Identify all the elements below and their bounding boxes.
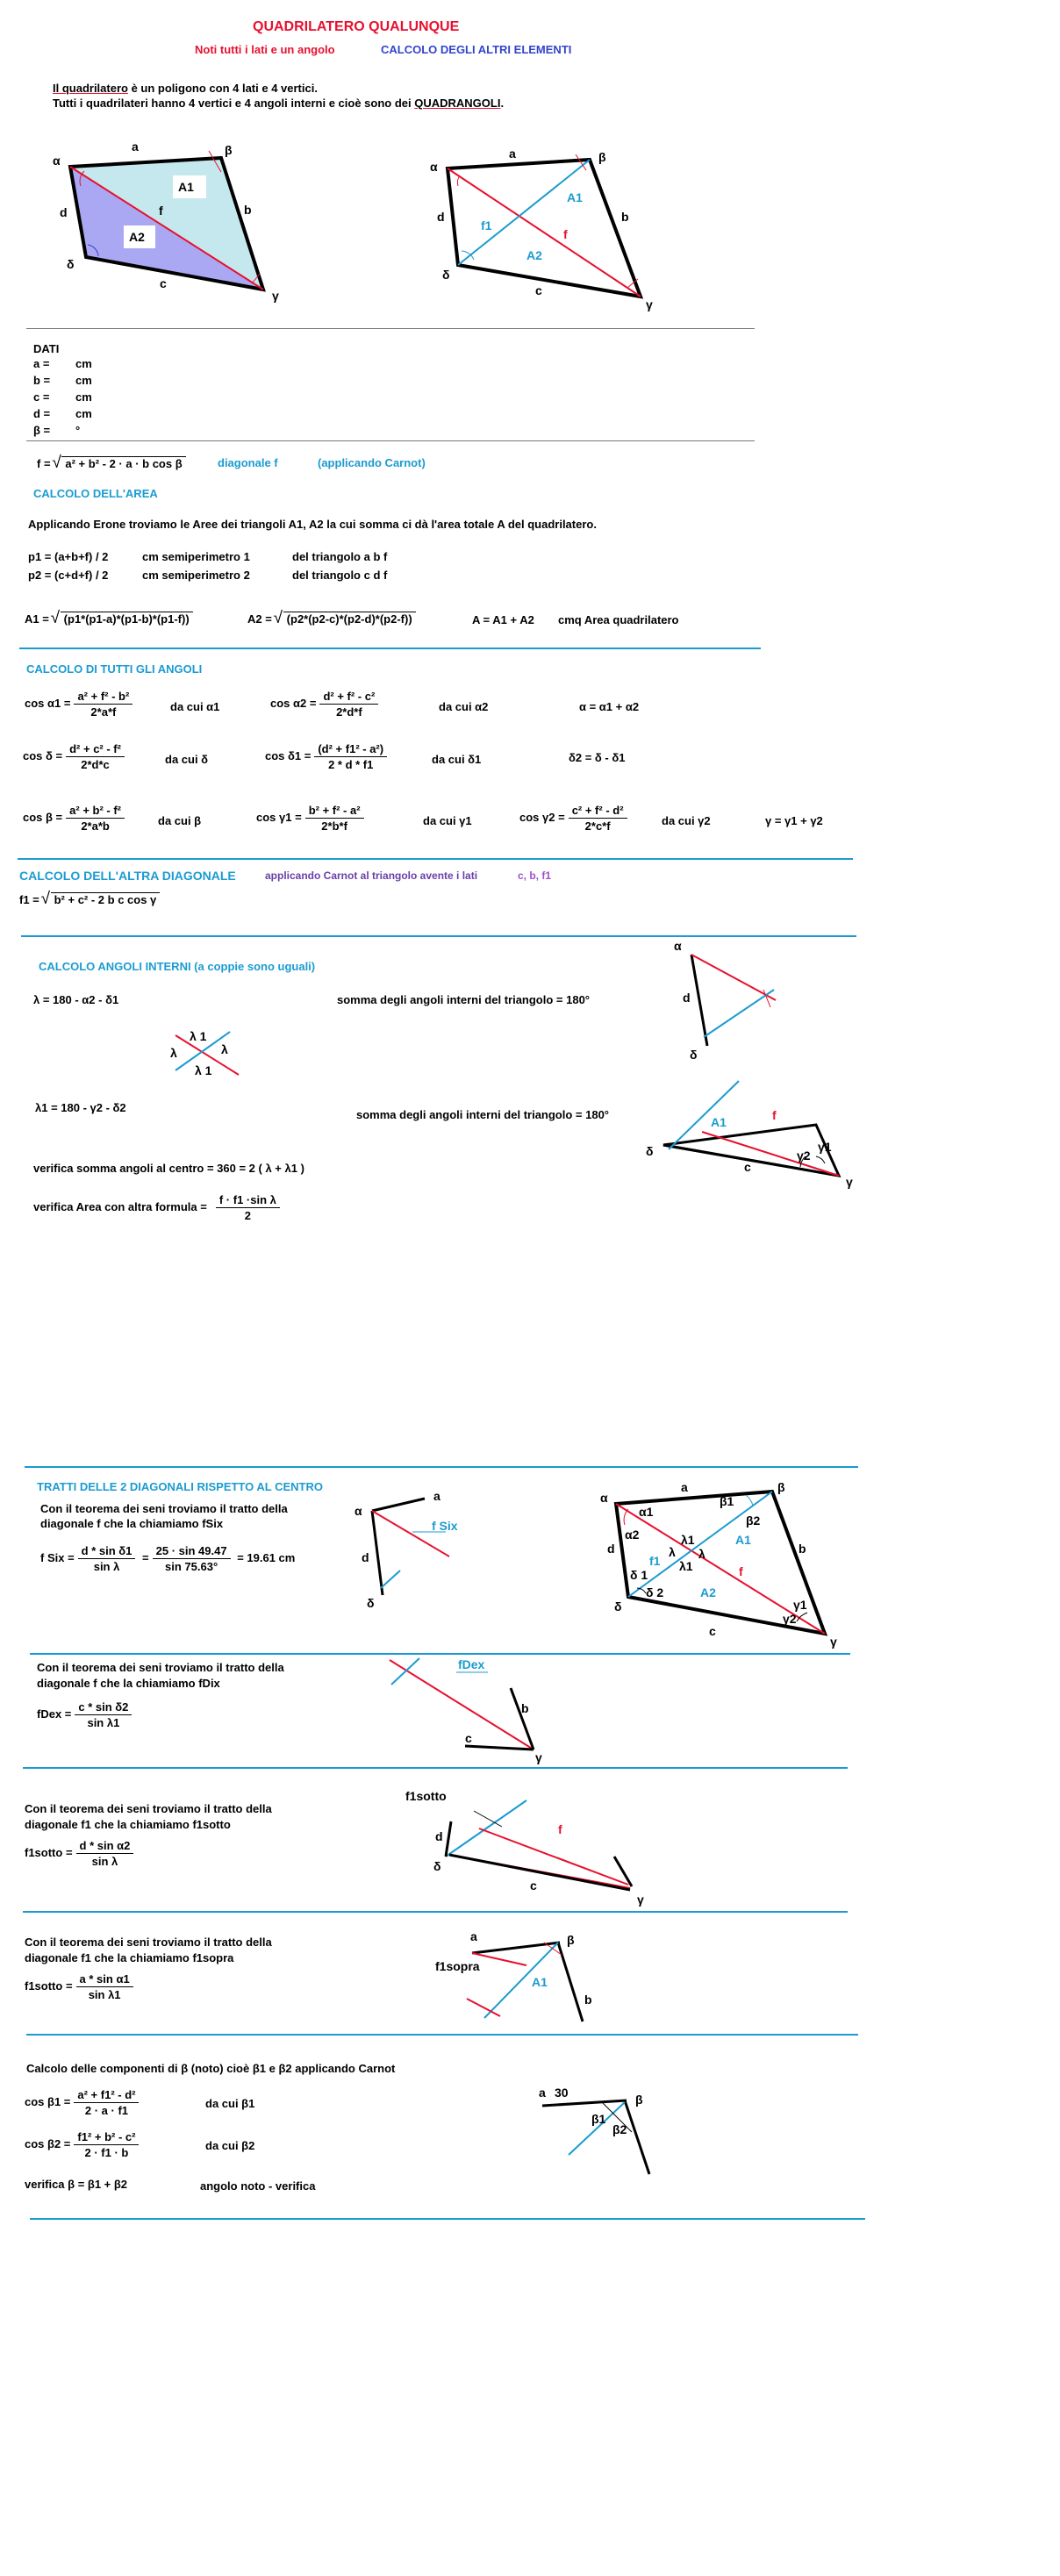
p2-formula: p2 = (c+d+f) / 2	[28, 569, 109, 582]
fig3-delta1: δ 1	[630, 1568, 648, 1582]
section-divider	[19, 648, 761, 649]
vertex-gamma: γ	[272, 289, 279, 303]
cross-lambda-right: λ	[221, 1042, 228, 1056]
section-divider	[21, 935, 856, 937]
tri2-gamma2: γ2	[797, 1148, 811, 1163]
fdex-fig-c: c	[465, 1731, 472, 1745]
dati-row-beta: β =	[33, 424, 51, 437]
delta2-eq: δ2 = δ - δ1	[569, 751, 626, 764]
fig3-a: a	[681, 1480, 688, 1494]
tri2-gamma: γ	[846, 1175, 853, 1189]
fig3-b: b	[799, 1542, 806, 1556]
f1sotto-fig-d: d	[435, 1829, 443, 1843]
dati-row-d: d =	[33, 407, 51, 420]
fig2-beta: β	[598, 150, 606, 164]
beta-fig-beta1: β1	[591, 2112, 606, 2126]
diagonal-f: f	[159, 204, 163, 218]
beta1-result: da cui β1	[205, 2097, 255, 2110]
dati-unit-a: cm	[75, 357, 92, 370]
divider	[26, 328, 755, 329]
fsix-figure	[351, 1483, 483, 1614]
gamma2-result: da cui γ2	[662, 814, 711, 827]
page-title: QUADRILATERO QUALUNQUE	[253, 19, 460, 34]
fig3-delta2: δ 2	[646, 1585, 664, 1599]
fdex-fig-b: b	[521, 1701, 529, 1715]
f1sotto-figure	[405, 1781, 658, 1908]
fdex-fig-label: fDex	[458, 1657, 485, 1671]
cross-lambda1-top: λ 1	[190, 1029, 207, 1043]
fig3-lambda-l: λ	[669, 1545, 676, 1559]
intro-line-1: Il quadrilatero è un poligono con 4 lati e 4 vertici.	[53, 82, 318, 95]
tri2-f: f	[772, 1108, 777, 1122]
f1sotto-text-2: diagonale f1 che la chiamiamo f1sotto	[25, 1818, 231, 1831]
p1-formula: p1 = (a+b+f) / 2	[28, 550, 109, 563]
cos-beta: cos β = $\frac{\text{a² + b² - f²}}{2*a*b}$	[23, 804, 128, 833]
area-intro: Applicando Erone troviamo le Aree dei triangoli A1, A2 la cui somma ci dà l'area totale A del quadrilatero.	[28, 518, 597, 531]
fig3-c: c	[709, 1624, 716, 1638]
verifica-sum: verifica somma angoli al centro = 360 = 2 ( λ + λ1 )	[33, 1162, 304, 1175]
cos-gamma1: cos γ1 = $\frac{\text{b² + f² - a²}}{2*b*f}$	[256, 804, 368, 833]
side-b: b	[244, 203, 252, 217]
f1sotto-fig-delta: δ	[433, 1859, 441, 1873]
f1sopra-fig-a1: A1	[532, 1975, 548, 1989]
tri2-c: c	[744, 1160, 751, 1174]
diagonal-f-label: diagonale f	[218, 456, 278, 469]
fig2-a1: A1	[567, 190, 583, 204]
dati-unit-d: cm	[75, 407, 92, 420]
fig3-lambda-r: λ	[698, 1547, 705, 1561]
side-c: c	[160, 276, 167, 290]
fig2-alpha: α	[430, 160, 438, 174]
f1-formula: f1 = √ b² + c² - 2 b c cos γ	[19, 892, 160, 906]
alpha-sum: α = α1 + α2	[579, 700, 640, 713]
fdex-formula: fDex = $\frac{\text{c * sin δ2}}{\text{sin λ1}}$	[37, 1700, 135, 1729]
fdex-fig-gamma: γ	[535, 1750, 542, 1764]
carnot-f-formula: f = √ a² + b² - 2 · a · b cos β	[37, 456, 186, 470]
a2-formula: A2 = √ (p2*(p2-c)*(p2-d)*(p2-f))	[247, 612, 416, 626]
fig3-alpha2: α2	[625, 1528, 640, 1542]
a1-formula: A1 = √ (p1*(p1-a)*(p1-b)*(p1-f))	[25, 612, 193, 626]
dati-unit-c: cm	[75, 390, 92, 404]
cos-beta1: cos β1 = $\frac{\text{a² + f1² - d²}}{2 \cdot a \cdot f1}$	[25, 2088, 142, 2117]
area-a1-label: A1	[178, 180, 194, 194]
tri2-a1: A1	[711, 1115, 727, 1129]
beta-fig-beta: β	[635, 2093, 643, 2107]
fig3-beta1: β1	[720, 1494, 734, 1508]
fsix-fig-alpha: α	[355, 1504, 362, 1518]
triangle-delta-gamma-figure	[641, 1075, 869, 1193]
subtitle-known: Noti tutti i lati e un angolo	[195, 43, 335, 56]
dati-title: DATI	[33, 342, 60, 355]
other-diagonal-note: applicando Carnot al triangolo avente i lati	[265, 869, 478, 882]
other-diagonal-title: CALCOLO DELL'ALTRA DIAGONALE	[19, 869, 236, 883]
verifica-area: verifica Area con altra formula = $\frac{\text{f · f1 ·sin λ}}{2}$	[33, 1193, 283, 1222]
f1sopra-formula: f1sotto = $\frac{\text{a * sin α1}}{\text{sin λ1}}$	[25, 1972, 137, 2001]
cos-alpha2: cos α2 = $\frac{\text{d² + f² - c²}}{2*d*f}$	[270, 690, 382, 719]
gamma1-result: da cui γ1	[423, 814, 472, 827]
f1sopra-fig-a: a	[470, 1929, 477, 1943]
section-divider	[18, 858, 853, 860]
subtitle-calc: CALCOLO DEGLI ALTRI ELEMENTI	[381, 43, 572, 56]
p1-triangle: del triangolo a b f	[292, 550, 388, 563]
triangle-alpha-d-figure	[667, 939, 790, 1062]
a-total: A = A1 + A2	[472, 613, 534, 626]
segments-title: TRATTI DELLE 2 DIAGONALI RISPETTO AL CENTRO	[37, 1480, 323, 1493]
beta-components-figure	[526, 2079, 658, 2176]
fsix-fig-d: d	[362, 1550, 369, 1564]
delta1-result: da cui δ1	[432, 753, 482, 766]
p2-triangle: del triangolo c d f	[292, 569, 388, 582]
vertex-alpha: α	[53, 154, 61, 168]
fig3-gamma1: γ1	[793, 1598, 807, 1612]
beta2-result: da cui β2	[205, 2139, 255, 2152]
fig3-a2: A2	[700, 1585, 716, 1599]
fig3-f: f	[739, 1564, 743, 1578]
f1sotto-fig-c: c	[530, 1878, 537, 1893]
f1sopra-figure	[421, 1921, 623, 2031]
cos-alpha1: cos α1 = $\frac{\text{a² + f² - b²}}{2*a*f}$	[25, 690, 136, 719]
fig2-a: a	[509, 147, 516, 161]
fig3-gamma: γ	[830, 1635, 837, 1649]
alpha1-result: da cui α1	[170, 700, 220, 713]
beta-result: da cui β	[158, 814, 202, 827]
cross-lambda-left: λ	[170, 1046, 177, 1060]
fig2-f1: f1	[481, 218, 492, 233]
fdex-text-2: diagonale f che la chiamiamo fDix	[37, 1677, 220, 1690]
f1sopra-text-1: Con il teorema dei seni troviamo il tratto della	[25, 1936, 272, 1949]
lambda1-sum-note: somma degli angoli interni del triangolo = 180°	[356, 1108, 610, 1121]
fsix-formula: f Six = $\frac{\text{d * sin δ1}}{\text{sin λ}}$ = $\frac{25 \cdot \sin 49.47}{\sin 75.63^\circ}$ = 19.61 cm	[40, 1544, 296, 1573]
tri2-delta: δ	[646, 1144, 654, 1158]
cross-lambda1-bottom: λ 1	[195, 1063, 212, 1077]
fig3-delta: δ	[614, 1599, 622, 1614]
carnot-note: (applicando Carnot)	[318, 456, 426, 469]
fig2-b: b	[621, 210, 629, 224]
alpha2-result: da cui α2	[439, 700, 489, 713]
area-title: CALCOLO DELL'AREA	[33, 487, 158, 500]
fsix-text-2: diagonale f che la chiamiamo fSix	[40, 1517, 224, 1530]
fsix-fig-a: a	[433, 1489, 440, 1503]
fig2-a2: A2	[526, 248, 542, 262]
lambda1-eq: λ1 = 180 - γ2 - δ2	[35, 1101, 126, 1114]
f1sopra-text-2: diagonale f1 che la chiamiamo f1sopra	[25, 1951, 234, 1964]
fig3-beta: β	[777, 1480, 785, 1494]
fig3-gamma2: γ2	[783, 1612, 797, 1626]
f1sopra-fig-label: f1sopra	[435, 1959, 480, 1973]
section-divider	[23, 1911, 848, 1913]
fsix-fig-label: f Six	[432, 1519, 458, 1533]
fig3-a1: A1	[735, 1533, 751, 1547]
fig2-gamma: γ	[646, 297, 653, 311]
dati-unit-b: cm	[75, 374, 92, 387]
fig3-alpha: α	[600, 1491, 608, 1505]
verifica-beta-note: angolo noto - verifica	[200, 2179, 316, 2193]
angles-title: CALCOLO DI TUTTI GLI ANGOLI	[26, 662, 203, 676]
section-divider	[26, 2034, 858, 2036]
vertex-beta: β	[225, 143, 233, 157]
fig3-f1: f1	[649, 1554, 661, 1568]
section-divider	[30, 2218, 865, 2220]
beta-fig-a: a	[539, 2086, 546, 2100]
fig2-c: c	[535, 283, 542, 297]
tri1-delta: δ	[690, 1048, 698, 1062]
fig3-beta2: β2	[746, 1513, 761, 1528]
quadrilateral-area-figure	[44, 132, 307, 307]
f1sopra-fig-beta: β	[567, 1933, 575, 1947]
intro-line-2: Tutti i quadrilateri hanno 4 vertici e 4 angoli interni e cioè sono dei QUADRANGOLI.	[53, 97, 505, 110]
side-d: d	[60, 205, 68, 219]
section-divider	[23, 1767, 848, 1769]
p2-unit: cm semiperimetro 2	[142, 569, 250, 582]
dati-row-c: c =	[33, 390, 50, 404]
tri1-d: d	[683, 991, 691, 1005]
side-a: a	[132, 140, 139, 154]
quadrilateral-diagonals-figure	[421, 140, 667, 316]
dati-row-b: b =	[33, 374, 51, 387]
fig3-d: d	[607, 1542, 615, 1556]
f1sotto-fig-gamma: γ	[637, 1893, 644, 1907]
lambda-cross-figure	[167, 1018, 254, 1079]
cos-delta: cos δ = $\frac{\text{d² + c² - f²}}{2*d*c}$	[23, 742, 128, 771]
internal-title: CALCOLO ANGOLI INTERNI (a coppie sono uguali)	[39, 960, 316, 973]
full-diagonals-figure	[597, 1461, 860, 1649]
delta-result: da cui δ	[165, 753, 209, 766]
beta-fig-30: 30	[555, 2086, 569, 2100]
fig3-lambda1a: λ1	[681, 1533, 695, 1547]
f1sotto-fig-label: f1sotto	[405, 1789, 447, 1803]
a-total-unit: cmq Area quadrilatero	[558, 613, 679, 626]
tri1-alpha: α	[674, 939, 682, 953]
fig2-d: d	[437, 210, 445, 224]
p1-unit: cm semiperimetro 1	[142, 550, 250, 563]
area-a2-label: A2	[129, 230, 145, 244]
verifica-beta: verifica β = β1 + β2	[25, 2178, 128, 2191]
f1sotto-formula: f1sotto = $\frac{\text{d * sin α2}}{\text{sin λ}}$	[25, 1839, 137, 1868]
f1sopra-fig-b: b	[584, 1993, 592, 2007]
gamma-sum: γ = γ1 + γ2	[765, 814, 823, 827]
cos-delta1: cos δ1 = $\frac{\text{(d² + f1² - a²)}}{2 * d * f1}$	[265, 742, 390, 771]
cos-gamma2: cos γ2 = $\frac{\text{c² + f² - d²}}{2*c*f}$	[519, 804, 631, 833]
beta-fig-beta2: β2	[612, 2122, 627, 2136]
f1sotto-text-1: Con il teorema dei seni troviamo il tratto della	[25, 1802, 272, 1815]
fig2-f: f	[563, 227, 568, 241]
divider	[26, 440, 755, 441]
quadrilatero-link[interactable]: Il quadrilatero	[53, 82, 128, 95]
fdex-text-1: Con il teorema dei seni troviamo il tratto della	[37, 1661, 284, 1674]
dati-row-a: a =	[33, 357, 50, 370]
other-diagonal-sides: c, b, f1	[518, 869, 552, 882]
lambda-sum-note: somma degli angoli interni del triangolo = 180°	[337, 993, 591, 1006]
f1sotto-fig-f: f	[558, 1822, 562, 1836]
dati-unit-beta: °	[75, 424, 81, 437]
cos-beta2: cos β2 = $\frac{\text{f1² + b² - c²}}{2 \cdot f1 \cdot b}$	[25, 2130, 142, 2159]
fig3-lambda1b: λ1	[679, 1559, 693, 1573]
fsix-fig-delta: δ	[367, 1596, 375, 1610]
vertex-delta: δ	[67, 257, 75, 271]
fig3-alpha1: α1	[639, 1505, 654, 1519]
fig2-delta: δ	[442, 268, 450, 282]
tri2-gamma1: γ1	[818, 1140, 832, 1154]
fdex-figure	[377, 1654, 553, 1768]
lambda-eq: λ = 180 - α2 - δ1	[33, 993, 119, 1006]
fsix-text-1: Con il teorema dei seni troviamo il tratto della	[40, 1502, 288, 1515]
quadrangoli-link[interactable]: QUADRANGOLI	[414, 97, 501, 110]
beta-components-title: Calcolo delle componenti di β (noto) cioè β1 e β2 applicando Carnot	[26, 2062, 396, 2075]
